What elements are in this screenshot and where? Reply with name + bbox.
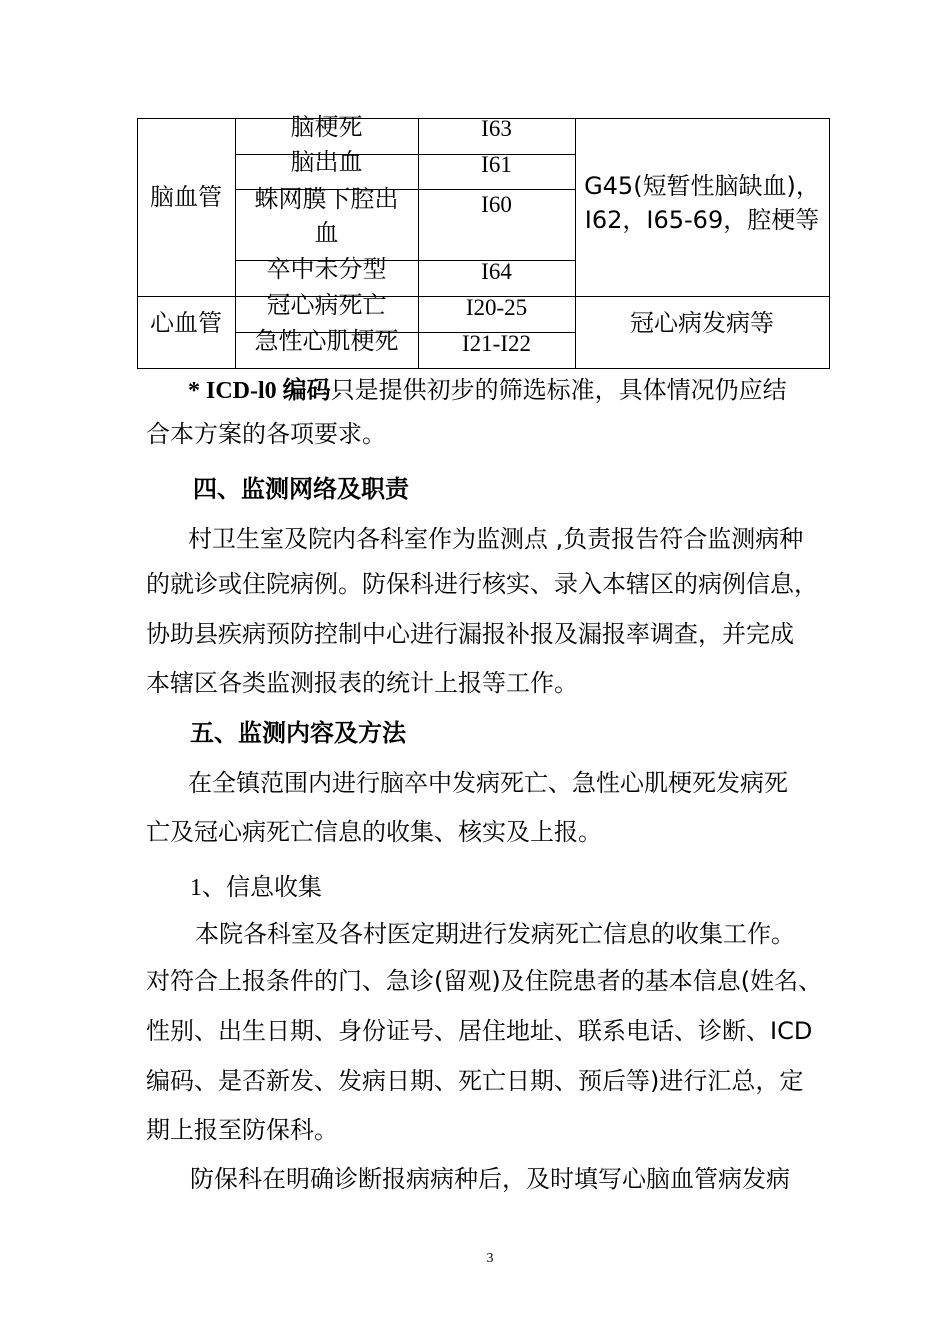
table-cell-name-line1: 蛛网膜下腔出 (254, 185, 399, 213)
table-cell-name: 冠心病死亡 (266, 291, 387, 319)
table-note-line1: G45(短暂性脑缺血)， (584, 172, 820, 200)
footnote-line2: 合本方案的各项要求。 (146, 420, 386, 448)
table-cell-name-line2: 血 (314, 219, 339, 247)
paragraph-line: 期上报至防保科。 (146, 1116, 338, 1144)
table-cell-name: 急性心肌梗死 (254, 327, 399, 355)
paragraph-line: 在全镇范围内进行脑卒中发病死亡、急性心肌梗死发病死 (188, 769, 788, 797)
table-cell-code: I20-25 (465, 295, 528, 320)
icd-code-table (0, 0, 950, 380)
table-cell-code: I64 (481, 259, 512, 284)
footnote-line1 (188, 375, 787, 406)
footnote-text: 只是提供初步的筛选标准，具体情况仍应结 (330, 376, 787, 404)
paragraph-line: 性别、出生日期、身份证号、居住地址、联系电话、诊断、ICD (146, 1017, 813, 1045)
section-heading: 五、监测内容及方法 (190, 719, 406, 747)
table-note: 冠心病发病等 (630, 309, 774, 337)
table-cell-code: I61 (481, 152, 512, 177)
subsection-number: 1 (190, 875, 202, 901)
table-cell-code: I60 (481, 192, 512, 217)
paragraph-line: 编码、是否新发、发病日期、死亡日期、预后等)进行汇总，定 (146, 1067, 804, 1095)
subsection-heading (190, 872, 322, 903)
paragraph-line: 的就诊或住院病例。防保科进行核实、录入本辖区的病例信息， (146, 570, 818, 598)
paragraph-line: 本辖区各类监测报表的统计上报等工作。 (146, 669, 578, 697)
table-category-cardiovascular: 心血管 (150, 309, 222, 337)
table-cell-name: 脑梗死 (290, 113, 363, 141)
table-cell-name: 卒中未分型 (266, 255, 387, 283)
table-note-line2: I62，I65-69，腔梗等 (584, 206, 820, 234)
page-number: 3 (486, 1251, 494, 1266)
table-cell-code: I21-I22 (462, 331, 531, 356)
paragraph-line: 村卫生室及院内各科室作为监测点 ,负责报告符合监测病种 (188, 525, 804, 553)
paragraph-line: 本院各科室及各村医定期进行发病死亡信息的收集工作。 (195, 920, 795, 948)
table-cell-name: 脑出血 (290, 148, 363, 176)
paragraph-line: 对符合上报条件的门、急诊(留观)及住院患者的基本信息(姓名、 (146, 967, 823, 995)
paragraph-line: 防保科在明确诊断报病病种后，及时填写心脑血管病发病 (190, 1165, 790, 1193)
footnote-bold: * ICD-l0 编码 (188, 378, 331, 404)
section-heading: 四、监测网络及职责 (193, 475, 409, 503)
paragraph-line: 亡及冠心病死亡信息的收集、核实及上报。 (146, 818, 602, 846)
paragraph-line: 协助县疾病预防控制中心进行漏报补报及漏报率调查，并完成 (146, 620, 794, 648)
table-cell-code: I63 (481, 116, 512, 141)
table-category-cerebrovascular: 脑血管 (150, 183, 222, 211)
subsection-title: 、信息收集 (202, 873, 322, 901)
